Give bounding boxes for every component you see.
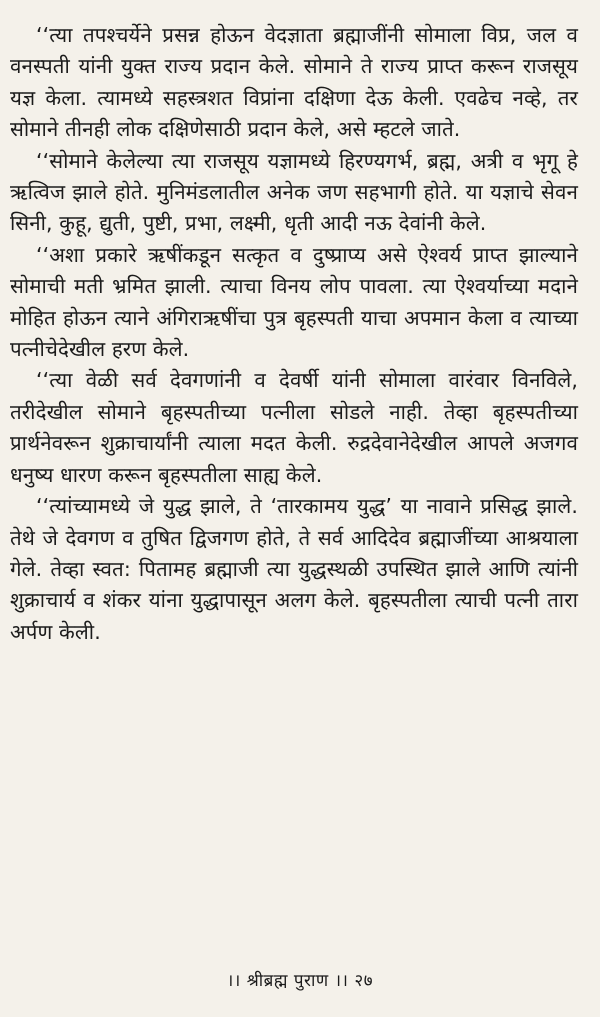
page-footer: ।। श्रीब्रह्म पुराण ।। २७ xyxy=(226,971,374,991)
paragraph-5: ‘‘त्यांच्यामध्ये जे युद्ध झाले, ते ‘तारकामय युद्ध’ या नावाने प्रसिद्ध झाले. तेथे जे देवगण व तुषित द्विजगण होते, ते सर्व आदिदेव ब्रह्माजींच्या आश्रयाला गेले. तेव्हा स्वत: पितामह ब्रह्माजी त्या युद्धस्थळी उपस्थित झाले आणि त्यांनी शुक्राचार्य व शंकर यांना युद्धापासून अलग केले. बृहस्पतीला त्याची पत्नी तारा अर्पण केली. xyxy=(10,494,578,644)
paragraph-1: ‘‘त्या तपश्चर्येने प्रसन्न होऊन वेदज्ञाता ब्रह्माजींनी सोमाला विप्र, जल व वनस्पती यांनी युक्त राज्य प्रदान केले. सोमाने ते राज्य प्राप्त करून राजसूय यज्ञ केला. त्यामध्ये सहस्त्रशत विप्रांना दक्षिणा देऊ केली. एवढेच नव्हे, तर सोमाने तीनही लोक दक्षिणेसाठी प्रदान केले, असे म्हटले जाते. xyxy=(10,23,578,142)
paragraph-4: ‘‘त्या वेळी सर्व देवगणांनी व देवर्षी यांनी सोमाला वारंवार विनविले, तरीदेखील सोमाने बृहस्पतीच्या पत्नीला सोडले नाही. तेव्हा बृहस्पतीच्या प्रार्थनेवरून शुक्राचार्यांनी त्याला मदत केली. रुद्रदेवानेदेखील आपले अजगव धनुष्य धारण करून बृहस्पतीला साह्य केले. xyxy=(10,368,578,487)
page-body-text xyxy=(10,20,578,648)
paragraph-2: ‘‘सोमाने केलेल्या त्या राजसूय यज्ञामध्ये हिरण्यगर्भ, ब्रह्म, अत्री व भृगू हे ऋत्विज झाले होते. मुनिमंडलातील अनेक जण सहभागी होते. या यज्ञाचे सेवन सिनी, कुहू, द्युती, पुष्टी, प्रभा, लक्ष्मी, धृती आदी नऊ देवांनी केले. xyxy=(10,148,578,236)
paragraph-3: ‘‘अशा प्रकारे ऋषींकडून सत्कृत व दुष्प्राप्य असे ऐश्वर्य प्राप्त झाल्याने सोमाची मती भ्रमित झाली. त्याचा विनय लोप पावला. त्या ऐश्वर्याच्या मदाने मोहित होऊन त्याने अंगिराऋषींचा पुत्र बृहस्पती याचा अपमान केला व त्याच्या पत्नीचेदेखील हरण केले. xyxy=(10,242,578,362)
